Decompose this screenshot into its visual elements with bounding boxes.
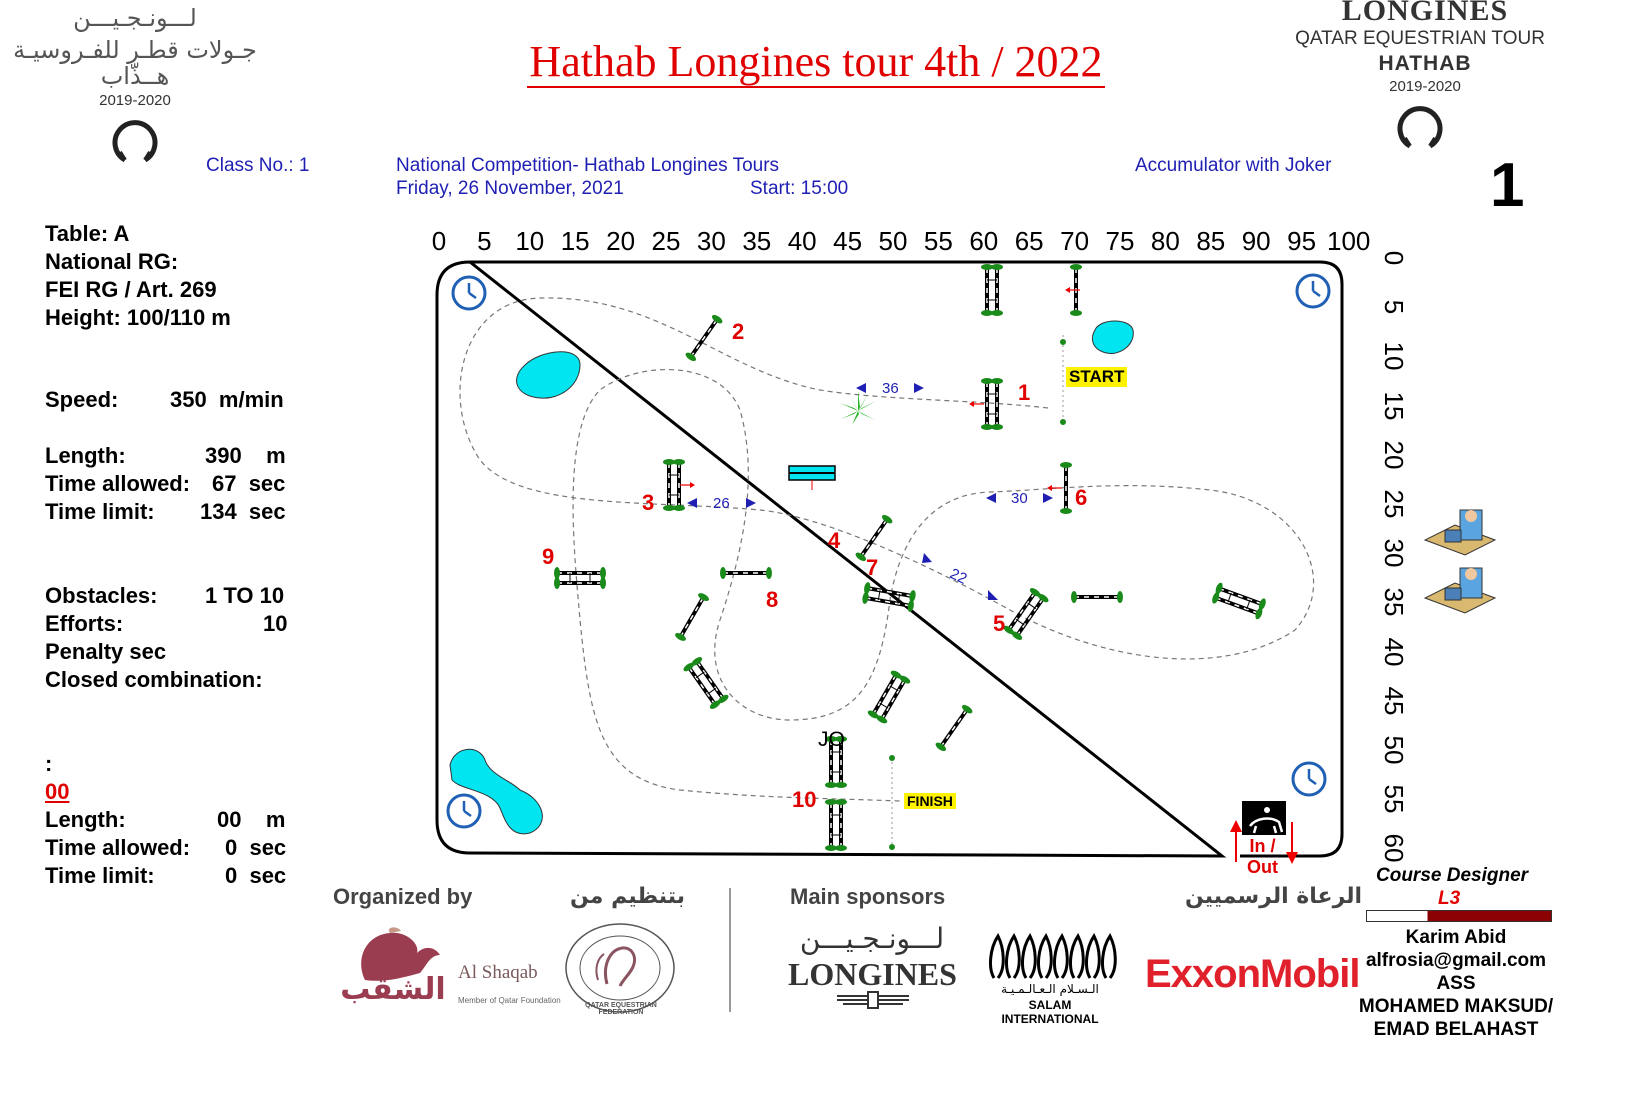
main-sponsors-ar-label: الرعاة الرسميين [1185, 884, 1363, 909]
efforts-value: 10 [263, 611, 288, 636]
salam-logo-icon [986, 928, 1118, 982]
right-scale-tick: 30 [1379, 538, 1409, 568]
right-scale-tick: 25 [1379, 489, 1409, 519]
right-scale-tick: 0 [1379, 250, 1409, 266]
fence-number: 4 [828, 528, 841, 553]
fence-number: 2 [732, 319, 745, 344]
top-scale-tick: 20 [606, 226, 636, 256]
page-title: Hathab Longines tour 4th / 2022 [529, 37, 1103, 86]
national-rg: National RG: [45, 249, 179, 274]
top-scale-tick: 60 [969, 226, 999, 256]
closed-combination: Closed combination: [45, 667, 263, 692]
footer-divider [729, 888, 731, 1012]
right-scale-tick: 40 [1379, 637, 1409, 667]
top-scale-tick: 30 [696, 226, 726, 256]
start-time: Start: 15:00 [750, 178, 849, 199]
distance-label: 30 [1011, 490, 1028, 507]
top-scale-tick: 45 [833, 226, 863, 256]
organized-by-ar-label: بتنظيم من [570, 884, 685, 909]
length-label: Length: [45, 443, 126, 468]
start-label: START [1066, 367, 1127, 387]
hathab-name: HATHAB [1378, 52, 1472, 75]
judge-desk-icon [1425, 510, 1495, 555]
top-scale-tick: 70 [1060, 226, 1090, 256]
obstacles-value: 1 TO 10 [205, 583, 285, 608]
jo-time-allowed-value: 0 sec [225, 835, 287, 860]
right-scale-tick: 50 [1379, 735, 1409, 765]
fei-rg: FEI RG / Art. 269 [45, 277, 217, 302]
longines-logo: LONGINES [1341, 0, 1509, 27]
top-scale-tick: 10 [515, 226, 545, 256]
fence-number: 3 [642, 490, 655, 515]
right-scale-tick: 10 [1379, 341, 1409, 371]
top-scale-tick: 25 [651, 226, 681, 256]
height: Height: 100/110 m [45, 305, 231, 330]
fence-number: 5 [993, 611, 1006, 636]
right-scale-tick: 5 [1379, 299, 1409, 315]
top-scale-tick: 85 [1196, 226, 1226, 256]
jump-off-code: 00 [45, 779, 70, 804]
right-scale-tick: 35 [1379, 587, 1409, 617]
page-number: 1 [1490, 151, 1525, 220]
right-scale-tick: 45 [1379, 686, 1409, 716]
alshaqab-ar-logo: الشقب [340, 972, 446, 1007]
logo-left-years: 2019-2020 [99, 92, 171, 109]
designer-email: alfrosia@gmail.com [1365, 950, 1547, 971]
top-scale-tick: 5 [477, 226, 492, 256]
longines-ar-logo: لـــونـجـيـــن [73, 4, 197, 32]
logo-right-years: 2019-2020 [1389, 78, 1461, 95]
hathab-ar-name: هــذّاب [100, 62, 170, 90]
designer-level: L3 [1438, 888, 1461, 909]
top-scale-tick: 40 [787, 226, 817, 256]
main-sponsors-label: Main sponsors [790, 884, 946, 909]
jo-length-label: Length: [45, 807, 126, 832]
efforts-label: Efforts: [45, 611, 124, 636]
top-scale-tick: 100 [1327, 226, 1371, 256]
longines-wings-icon [835, 990, 911, 1010]
salam-name: SALAM INTERNATIONAL [1001, 998, 1099, 1026]
top-scale-tick: 65 [1014, 226, 1044, 256]
finish-label: FINISH [904, 793, 956, 809]
right-scale-tick: 60 [1379, 833, 1409, 863]
fence-number: 6 [1075, 485, 1088, 510]
fence-number: 1 [1018, 380, 1031, 405]
salam-ar-name: الـسـلام الـعـالـمـيـة [1001, 982, 1099, 996]
competition-name: National Competition- Hathab Longines Tours [396, 155, 780, 176]
tour-name: QATAR EQUESTRIAN TOUR [1295, 28, 1545, 49]
top-scale-tick: 15 [560, 226, 590, 256]
in-out-label: In / Out [1247, 836, 1278, 877]
top-scale-tick: 80 [1150, 226, 1180, 256]
tour-ar-name: جـولات قطـر للفـروسيـة [13, 36, 257, 64]
jo-time-limit-label: Time limit: [45, 863, 155, 888]
right-scale-tick: 20 [1379, 440, 1409, 470]
top-scale-tick: 0 [431, 226, 447, 256]
assistant-label: ASS [1436, 973, 1476, 994]
course-designer-title: Course Designer [1376, 865, 1529, 886]
penalty-sec: Penalty sec [45, 639, 167, 664]
distance-label: 26 [713, 495, 730, 512]
class-number: Class No.: 1 [206, 155, 310, 176]
designer-name: Karim Abid [1405, 927, 1507, 948]
longines-ar-sponsor: لـــونـجـيـــن [799, 922, 945, 955]
fence-number: 10 [792, 787, 817, 812]
right-scale-tick: 55 [1379, 784, 1409, 814]
assistant-names: MOHAMED MAKSUD/ [1358, 996, 1554, 1017]
alshaqab-name: Al Shaqab [458, 962, 538, 983]
top-scale-tick: 75 [1105, 226, 1135, 256]
top-scale-tick: 95 [1287, 226, 1317, 256]
time-limit-value: 134 sec [200, 499, 286, 524]
speed-value: 350 m/min [170, 387, 284, 412]
time-allowed-value: 67 sec [212, 471, 286, 496]
designer-contact [1350, 926, 1562, 1041]
designer-level-bar [1366, 910, 1552, 922]
top-scale-tick: 55 [923, 226, 953, 256]
alshaqab-sub: Member of Qatar Foundation [458, 996, 561, 1005]
table-rule: Table: A [45, 221, 130, 246]
exxonmobil-logo: ExxonMobil [1145, 952, 1360, 996]
longines-sponsor: LONGINES [788, 956, 957, 992]
top-scale-tick: 90 [1241, 226, 1271, 256]
speed-label: Speed: [45, 387, 119, 412]
length-value: 390 m [205, 443, 286, 468]
jo-time-limit-value: 0 sec [225, 863, 287, 888]
jo-time-allowed-label: Time allowed: [45, 835, 191, 860]
time-allowed-label: Time allowed: [45, 471, 191, 496]
fence-number: 7 [866, 555, 879, 580]
top-scale-tick: 35 [742, 226, 772, 256]
competition-type: Accumulator with Joker [1135, 155, 1332, 176]
judge-desk-icon [1425, 568, 1495, 613]
joker-label: JO [818, 728, 845, 751]
fence-number: 9 [542, 544, 555, 569]
distance-label: 36 [882, 380, 899, 397]
time-limit-label: Time limit: [45, 499, 155, 524]
distance-label: 22 [947, 565, 970, 588]
top-scale-tick: 50 [878, 226, 908, 256]
jo-length-value: 00 m [217, 807, 286, 832]
assistant-names-2: EMAD BELAHAST [1373, 1019, 1539, 1040]
organized-by-label: Organized by [333, 884, 473, 909]
obstacles-label: Obstacles: [45, 583, 158, 608]
right-scale-tick: 15 [1379, 391, 1409, 421]
qef-name: QATAR EQUESTRIAN FEDERATION [585, 1002, 657, 1016]
jump-off-colon: : [45, 751, 53, 776]
competition-date: Friday, 26 November, 2021 [396, 178, 624, 199]
fence-number: 8 [766, 587, 779, 612]
